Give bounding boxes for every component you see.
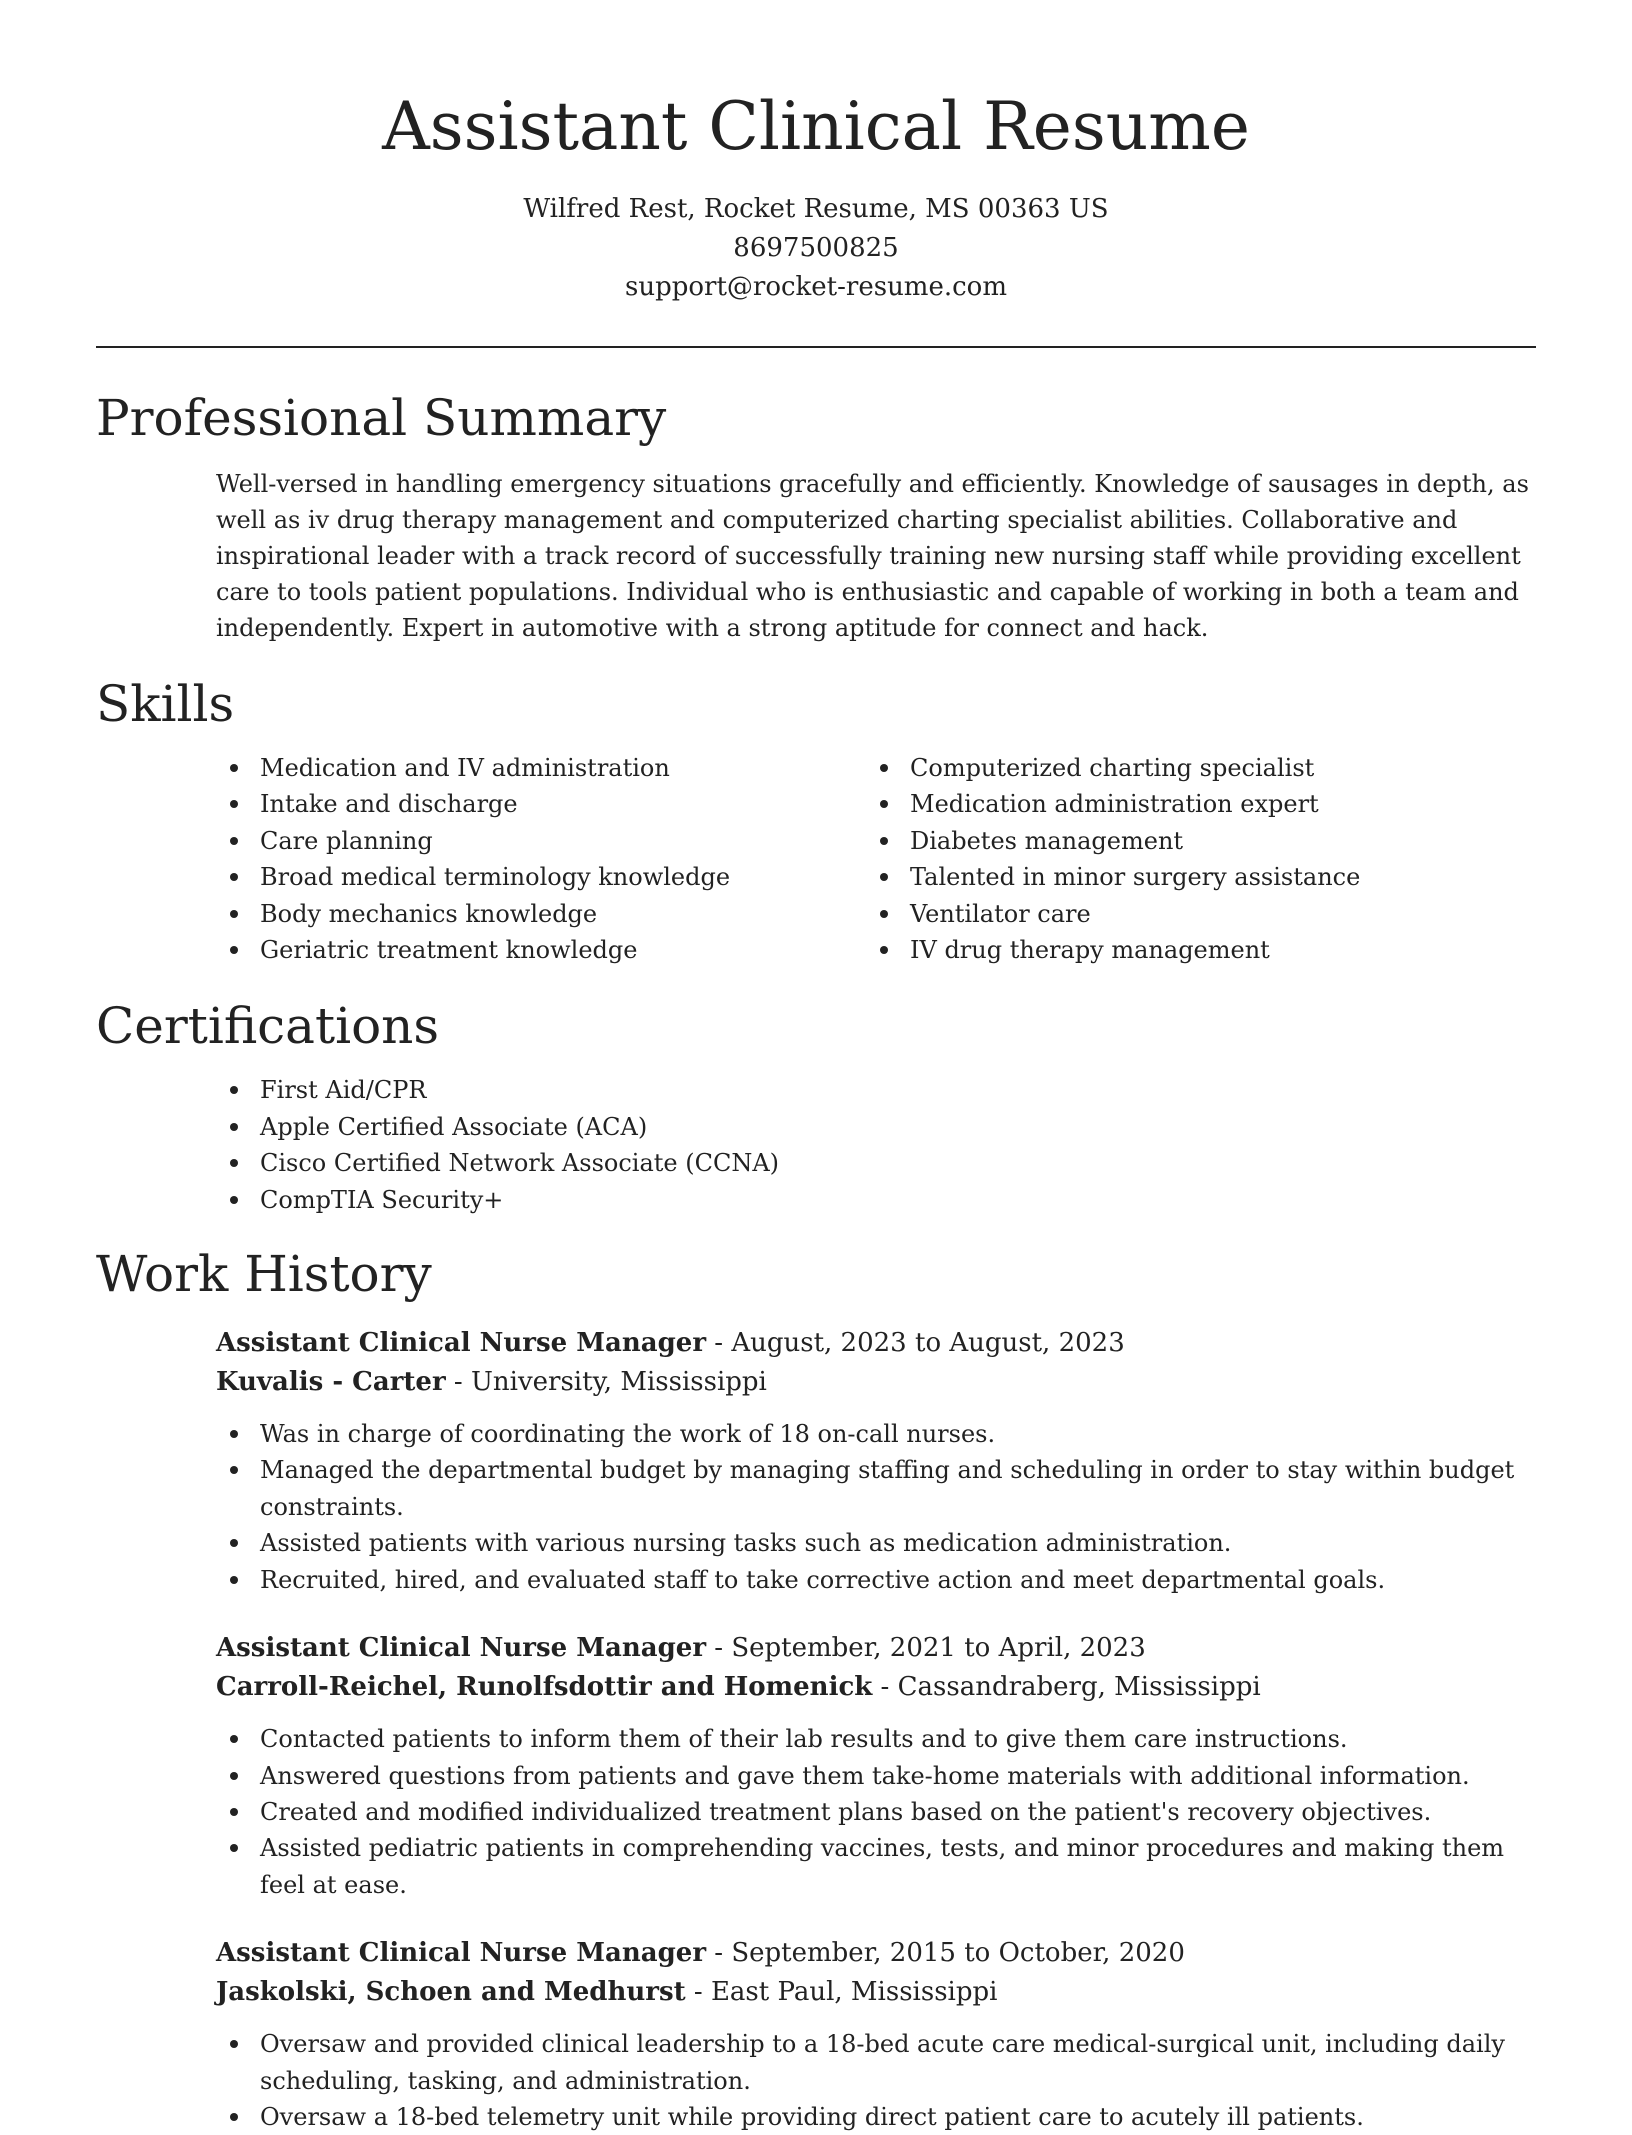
skills-heading: Skills bbox=[96, 675, 235, 733]
bullet-icon bbox=[230, 2113, 238, 2121]
certifications-list bbox=[216, 1072, 1536, 1218]
job-bullet-text: Assisted patients with various nursing tasks such as medication administration. bbox=[260, 1529, 1232, 1558]
bullet-icon bbox=[230, 764, 238, 772]
job-title-line bbox=[216, 1934, 1536, 1973]
contact-address: Wilfred Rest, Rocket Resume, MS 00363 US bbox=[523, 194, 1109, 224]
resume-page bbox=[96, 0, 1536, 2135]
job-dates: - September, 2015 to October, 2020 bbox=[706, 1938, 1185, 1969]
certification-item bbox=[216, 1109, 1536, 1145]
skills-right-column bbox=[866, 750, 1516, 968]
skill-label: Intake and discharge bbox=[260, 790, 518, 819]
bullet-icon bbox=[230, 1196, 238, 1204]
skill-item bbox=[216, 859, 866, 895]
bullet-icon bbox=[230, 1430, 238, 1438]
job-bullet bbox=[216, 1830, 1544, 1903]
job-location: - East Paul, Mississippi bbox=[685, 1977, 998, 2008]
certifications-heading: Certifications bbox=[96, 997, 440, 1056]
skill-label: IV drug therapy management bbox=[910, 936, 1270, 965]
job-bullet bbox=[216, 2026, 1544, 2099]
certification-label: Cisco Certified Network Associate (CCNA) bbox=[260, 1149, 780, 1178]
resume-header bbox=[96, 0, 1536, 307]
bullet-icon bbox=[230, 1772, 238, 1780]
job-bullet-text: Was in charge of coordinating the work of 18 on-call nurses. bbox=[260, 1420, 996, 1449]
bullet-icon bbox=[230, 2040, 238, 2048]
skill-label: Diabetes management bbox=[910, 826, 1184, 855]
job-bullet bbox=[216, 1452, 1544, 1525]
bullet-icon bbox=[230, 1466, 238, 1474]
job-title: Assistant Clinical Nurse Manager bbox=[216, 1633, 707, 1664]
job-bullet bbox=[216, 2099, 1544, 2135]
bullet-icon bbox=[230, 873, 238, 881]
bullet-icon bbox=[880, 837, 888, 845]
skill-item bbox=[866, 932, 1516, 968]
job-bullet-text: Contacted patients to inform them of their lab results and to give them care instructions. bbox=[260, 1725, 1348, 1754]
job-bullet-list bbox=[216, 1721, 1544, 1903]
job-bullet-text: Oversaw and provided clinical leadership to a 18-bed acute care medical-surgical unit, including daily scheduling, tasking, and administration. bbox=[260, 2030, 1505, 2095]
contact-phone: 8697500825 bbox=[733, 233, 899, 263]
contact-block bbox=[96, 190, 1536, 307]
skill-item bbox=[216, 823, 866, 859]
job-bullet bbox=[216, 1721, 1544, 1757]
skill-item bbox=[866, 859, 1516, 895]
job-bullet-text: Answered questions from patients and gave them take-home materials with additional information. bbox=[260, 1761, 1470, 1790]
summary-heading: Professional Summary bbox=[96, 389, 667, 447]
bullet-icon bbox=[230, 1844, 238, 1852]
skill-label: Ventilator care bbox=[910, 899, 1091, 928]
job-company-line bbox=[216, 1363, 1536, 1402]
certification-label: CompTIA Security+ bbox=[260, 1185, 504, 1214]
job-title: Assistant Clinical Nurse Manager bbox=[216, 1328, 707, 1359]
summary-text: Well-versed in handling emergency situations gracefully and efficiently. Knowledge of sausages in depth, as well as iv drug therapy management and computerized charting specialist abilities. Collaborative and inspirational leader with a track record of successfully training new nursing staff while providing excellent care to tools patient populations. Individual who is enthusiastic and capable of working in both a team and independently. Expert in automotive with a strong aptitude for connect and hack. bbox=[216, 470, 1529, 642]
skill-label: Geriatric treatment knowledge bbox=[260, 936, 638, 965]
job-bullet bbox=[216, 1416, 1544, 1452]
bullet-icon bbox=[880, 873, 888, 881]
certification-label: Apple Certified Associate (ACA) bbox=[260, 1112, 648, 1141]
bullet-icon bbox=[230, 1539, 238, 1547]
bullet-icon bbox=[230, 837, 238, 845]
skills-columns bbox=[216, 750, 1536, 968]
contact-email: support@rocket-resume.com bbox=[624, 272, 1007, 302]
job-bullet-text: Created and modified individualized treatment plans based on the patient's recovery objectives. bbox=[260, 1797, 1432, 1826]
bullet-icon bbox=[230, 1808, 238, 1816]
certification-item bbox=[216, 1145, 1536, 1181]
job-bullet-text: Recruited, hired, and evaluated staff to take corrective action and meet departmental goals. bbox=[260, 1565, 1386, 1594]
job-bullet-list bbox=[216, 2026, 1544, 2135]
job-company: Kuvalis - Carter bbox=[216, 1367, 446, 1398]
job-title: Assistant Clinical Nurse Manager bbox=[216, 1938, 707, 1969]
job-dates: - September, 2021 to April, 2023 bbox=[706, 1633, 1146, 1664]
bullet-icon bbox=[230, 800, 238, 808]
skill-label: Care planning bbox=[260, 826, 433, 855]
skill-item bbox=[866, 750, 1516, 786]
skill-label: Broad medical terminology knowledge bbox=[260, 863, 731, 892]
bullet-icon bbox=[230, 1123, 238, 1131]
job-bullet-text: Assisted pediatric patients in comprehending vaccines, tests, and minor procedures and making them feel at ease. bbox=[260, 1834, 1505, 1899]
job-location: - Cassandraberg, Mississippi bbox=[872, 1672, 1261, 1703]
skill-item bbox=[216, 786, 866, 822]
job-company-line bbox=[216, 1973, 1536, 2012]
resume-title: Assistant Clinical Resume bbox=[382, 88, 1250, 165]
job-bullet-list bbox=[216, 1416, 1544, 1598]
work-history-heading: Work History bbox=[96, 1245, 432, 1304]
job-bullet bbox=[216, 1562, 1544, 1598]
skill-item bbox=[216, 932, 866, 968]
certification-label: First Aid/CPR bbox=[260, 1076, 427, 1105]
certification-item bbox=[216, 1072, 1536, 1108]
bullet-icon bbox=[880, 946, 888, 954]
certification-item bbox=[216, 1182, 1536, 1218]
skill-item bbox=[866, 786, 1516, 822]
skill-label: Talented in minor surgery assistance bbox=[910, 863, 1361, 892]
skill-label: Body mechanics knowledge bbox=[260, 899, 598, 928]
job-location: - University, Mississippi bbox=[445, 1367, 767, 1398]
skill-item bbox=[866, 896, 1516, 932]
bullet-icon bbox=[880, 800, 888, 808]
skill-label: Computerized charting specialist bbox=[910, 754, 1315, 782]
job-entry bbox=[216, 1629, 1536, 1903]
job-company: Jaskolski, Schoen and Medhurst bbox=[216, 1977, 686, 2008]
job-bullet bbox=[216, 1758, 1544, 1794]
skill-item bbox=[866, 823, 1516, 859]
job-bullet bbox=[216, 1794, 1544, 1830]
bullet-icon bbox=[230, 1735, 238, 1743]
job-bullet-text: Oversaw a 18-bed telemetry unit while providing direct patient care to acutely ill patients. bbox=[260, 2102, 1364, 2131]
job-title-line bbox=[216, 1324, 1536, 1363]
job-title-line bbox=[216, 1629, 1536, 1668]
job-company: Carroll-Reichel, Runolfsdottir and Homenick bbox=[216, 1672, 873, 1703]
skills-left-column bbox=[216, 750, 866, 968]
job-company-line bbox=[216, 1668, 1536, 1707]
job-entry bbox=[216, 1324, 1536, 1598]
skill-label: Medication and IV administration bbox=[260, 754, 670, 782]
bullet-icon bbox=[230, 946, 238, 954]
bullet-icon bbox=[230, 1159, 238, 1167]
bullet-icon bbox=[230, 1576, 238, 1584]
job-entry bbox=[216, 1934, 1536, 2135]
skill-label: Medication administration expert bbox=[910, 790, 1319, 819]
skill-item bbox=[216, 750, 866, 786]
job-bullet-text: Managed the departmental budget by managing staffing and scheduling in order to stay within budget constraints. bbox=[260, 1456, 1515, 1521]
bullet-icon bbox=[230, 1086, 238, 1094]
bullet-icon bbox=[230, 910, 238, 918]
bullet-icon bbox=[880, 764, 888, 772]
bullet-icon bbox=[880, 910, 888, 918]
job-dates: - August, 2023 to August, 2023 bbox=[706, 1328, 1125, 1359]
skill-item bbox=[216, 896, 866, 932]
job-bullet bbox=[216, 1525, 1544, 1561]
header-divider bbox=[96, 346, 1536, 348]
